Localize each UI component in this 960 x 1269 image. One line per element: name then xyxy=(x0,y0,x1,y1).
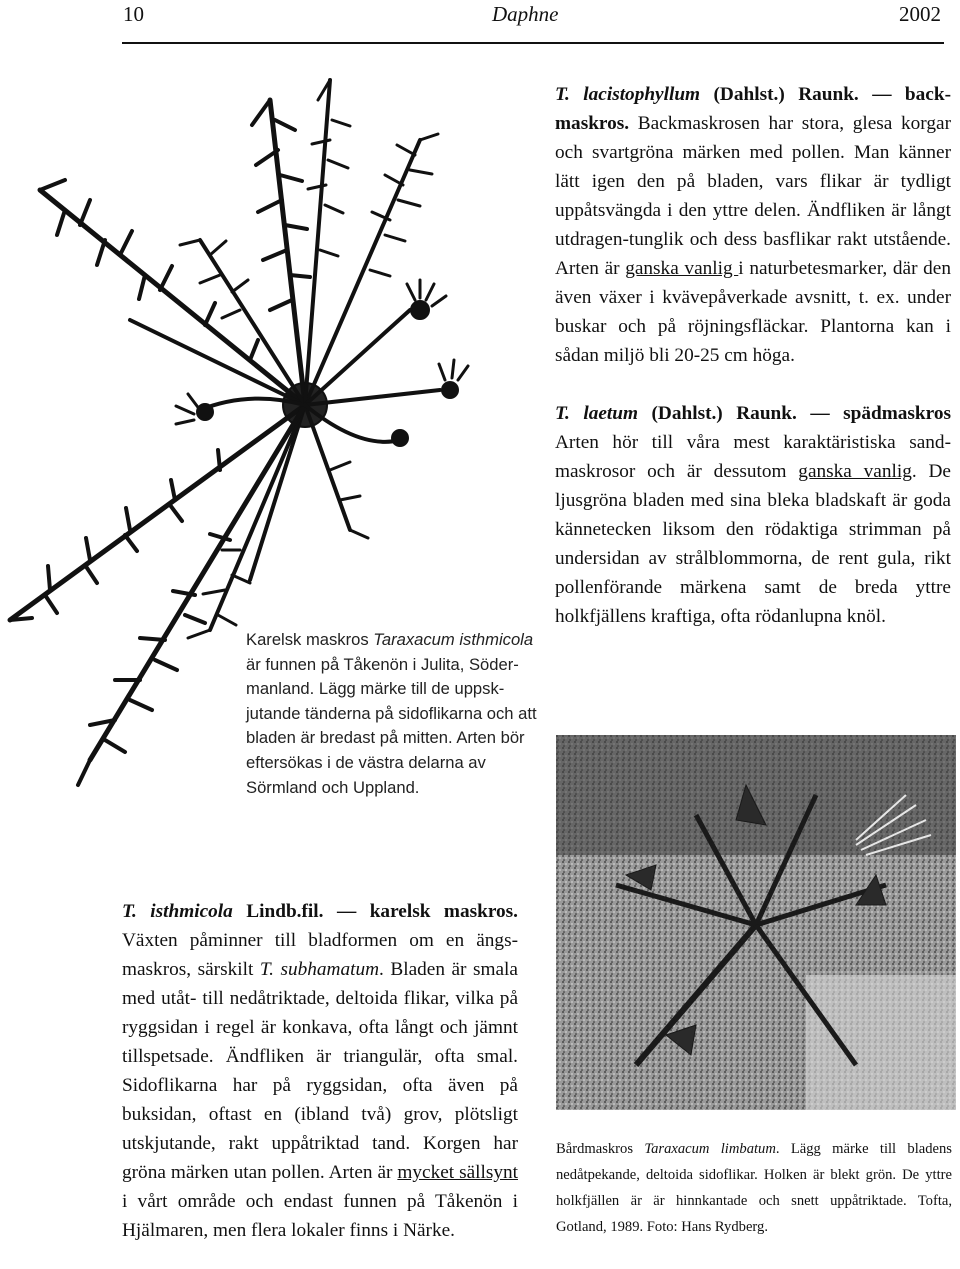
caption-lead: Bårdmaskros xyxy=(556,1141,645,1157)
species-author-common: (Dahlst.) Raunk. — backmaskros. xyxy=(555,84,952,134)
caption-text: är funnen på Tåkenön i Julita, Södermanland. Lägg märke till de uppskjutande tänderna på sidoflikarna och att bladen är bredast på mitten. Arten bör eftersökas i de västra delarna av Sörmland och Uppland. xyxy=(246,654,537,797)
species-status: mycket sällsynt xyxy=(397,1162,518,1183)
left-column xyxy=(122,897,518,1245)
species-lacistophyllum xyxy=(555,80,951,370)
species-author-common: (Dahlst.) Raunk. — spädmaskros xyxy=(637,403,951,424)
species-body: . Bladen är smala med utåt- till nedåtriktade, deltoida flikar, vilka på ryggsidan i regel är konkava, ofta långt och jämnt tillspetsade. Ändfliken är triangulär, ofta smal. Sidoflikarna har på ryggsidan, ofta även på buksidan, oftast en (ibland två) grov, plötsligt utskjutande, rakt uppåtriktad tand. Korgen har gröna märken utan pollen. Arten är xyxy=(122,959,518,1183)
species-body-end: . De ljusgröna bladen med sina bleka bladskaft är goda kännetecken liksom den rödaktiga strimman på undersidan av strålblommorna, de rent gula, rikt pollenförande märkena samt de breda yttre holkfjällens kraftiga, ofta rödanlupna knöl. xyxy=(555,461,951,627)
dandelion-photo xyxy=(556,735,956,1110)
species-latin-name: T. laetum xyxy=(555,403,638,424)
species-body-end: i naturbetesmarker, där den även växer i kvävepåverkade avsnitt, t. ex. under buskar och på röjningsfläckar. Plantorna kan i sådan miljö bli 20-25 cm höga. xyxy=(555,258,951,366)
figure-caption-isthmicola xyxy=(246,628,546,800)
caption-text: . Lägg märke till bladens nedåtpekande, deltoida sidoflikar. Holken är blekt grön. De yttre holkfjällen är är hinnkantade och snett uppåtriktade. Tofta, Gotland, 1989. Foto: Hans Rydberg. xyxy=(556,1141,952,1235)
right-column xyxy=(555,80,951,631)
species-latin-reference: T. subhamatum xyxy=(259,959,380,980)
species-status: ganska vanlig xyxy=(625,258,739,279)
year: 2002 xyxy=(899,2,941,26)
species-author-common: Lindb.fil. — karelsk maskros. xyxy=(232,901,519,922)
species-laetum xyxy=(555,399,951,631)
species-status: ganska vanlig xyxy=(798,461,912,482)
header-rule xyxy=(122,42,944,44)
species-isthmicola xyxy=(122,897,518,1245)
species-body: Backmaskrosen har stora, glesa korgar och svartgröna märken med pollen. Man känner lätt igen den på bladen, vars flikar är tydligt uppåtsvängda i den yttre delen. Ändfliken är långt utdragen-tunglik och dess basflikar rakt utstående. Arten är xyxy=(555,113,951,279)
journal-title: Daphne xyxy=(492,2,559,26)
caption-latin: Taraxacum isthmicola xyxy=(373,630,534,649)
species-body: Växten påminner till bladformen om en ängsmaskros, särskilt xyxy=(122,930,518,980)
figure-caption-limbatum xyxy=(556,1136,952,1240)
caption-latin: Taraxacum limbatum xyxy=(644,1141,776,1157)
species-body-end: i vårt område och endast funnen på Tåkenön i Hjälmaren, men flera lokaler finns i Närke. xyxy=(122,1191,518,1241)
species-latin-name: T. isthmicola xyxy=(122,901,233,922)
page-number: 10 xyxy=(123,2,144,26)
species-body: Arten hör till våra mest karaktäristiska sandmaskrosor och är dessutom xyxy=(555,432,951,482)
species-latin-name: T. lacistophyllum xyxy=(555,84,701,105)
caption-lead: Karelsk maskros xyxy=(246,630,374,649)
